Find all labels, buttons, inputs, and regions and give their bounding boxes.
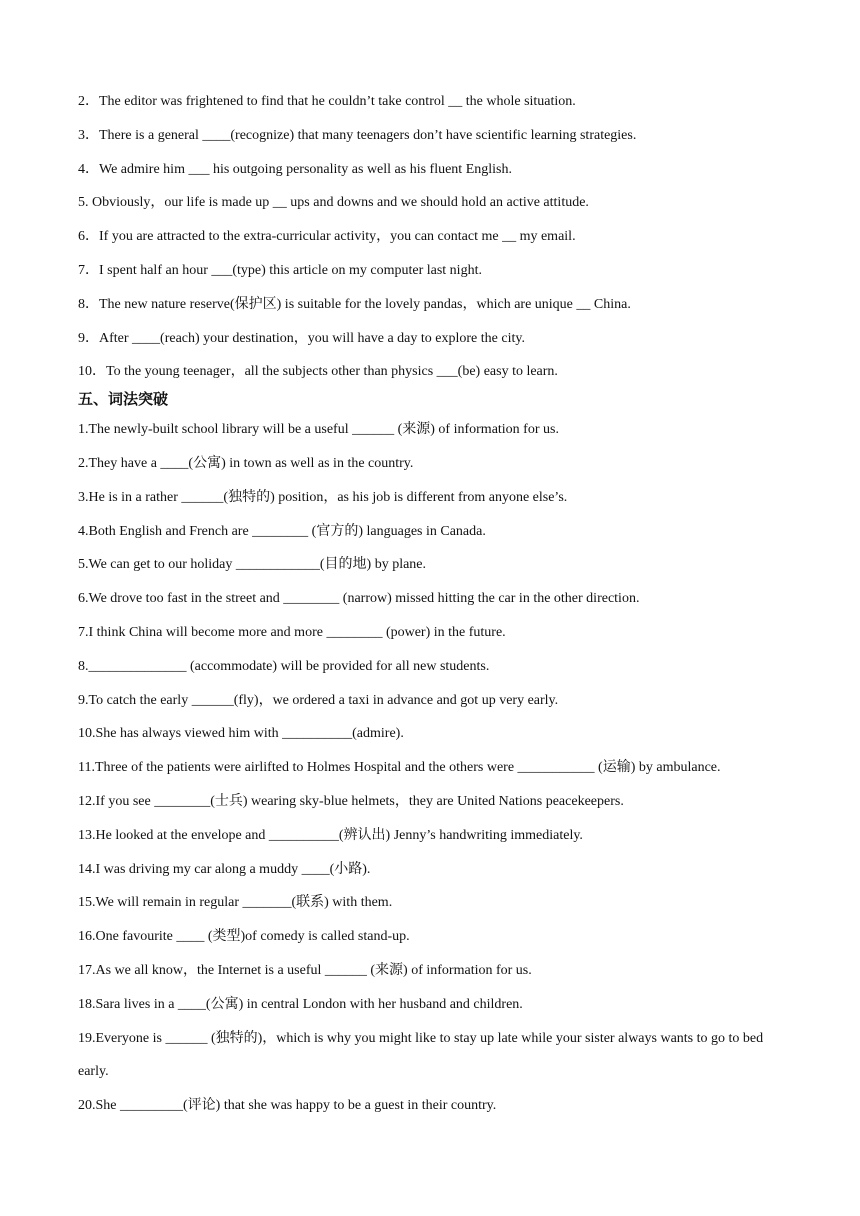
vocab-question-4: 4.Both English and French are ________ (官方的) languages in Canada. — [78, 523, 486, 539]
vocab-question-2: 2.They have a ____(公寓) in town as well as in the country. — [78, 455, 414, 471]
vocab-question-14: 14.I was driving my car along a muddy ____(小路). — [78, 861, 371, 877]
question-5: 5. Obviously，our life is made up __ ups and downs and we should hold an active attitude. — [78, 195, 589, 211]
worksheet-page — [78, 85, 790, 1123]
vocab-question-19: 19.Everyone is ______ (独特的)，which is why you might like to stay up late while your sister always wants to go to bed early. — [78, 1030, 764, 1080]
vocab-question-6: 6.We drove too fast in the street and ________ (narrow) missed hitting the car in the other direction. — [78, 591, 640, 607]
question-4: 4．We admire him ___ his outgoing personality as well as his fluent English. — [78, 161, 512, 177]
vocab-question-16: 16.One favourite ____ (类型)of comedy is called stand-up. — [78, 929, 410, 945]
vocab-question-12: 12.If you see ________(士兵) wearing sky-blue helmets，they are United Nations peacekeepers. — [78, 793, 624, 809]
vocab-question-13: 13.He looked at the envelope and __________(辨认出) Jenny’s handwriting immediately. — [78, 827, 583, 843]
section-four-list — [78, 85, 790, 389]
vocab-question-7: 7.I think China will become more and more ________ (power) in the future. — [78, 624, 506, 640]
question-9: 9．After ____(reach) your destination，you will have a day to explore the city. — [78, 330, 525, 346]
vocab-question-15: 15.We will remain in regular _______(联系) with them. — [78, 895, 393, 911]
vocab-question-10: 10.She has always viewed him with __________(admire). — [78, 726, 404, 742]
vocab-question-5: 5.We can get to our holiday ____________(目的地) by plane. — [78, 557, 427, 573]
question-10: 10．To the young teenager，all the subjects other than physics ___(be) easy to learn. — [78, 364, 558, 380]
vocab-question-20: 20.She _________(评论) that she was happy to be a guest in their country. — [78, 1098, 497, 1114]
vocab-question-11: 11.Three of the patients were airlifted to Holmes Hospital and the others were ___________ (运输) by ambulance. — [78, 760, 721, 776]
vocab-question-18: 18.Sara lives in a ____(公寓) in central London with her husband and children. — [78, 996, 523, 1012]
vocab-question-1: 1.The newly-built school library will be a useful ______ (来源) of information for us. — [78, 422, 559, 438]
section-five-heading: 五、词法突破 — [78, 390, 169, 409]
vocab-question-8: 8.______________ (accommodate) will be provided for all new students. — [78, 658, 490, 674]
question-3: 3．There is a general ____(recognize) that many teenagers don’t have scientific learning strategies. — [78, 127, 637, 143]
question-2: 2．The editor was frightened to find that he couldn’t take control __ the whole situation. — [78, 94, 576, 109]
question-8: 8．The new nature reserve(保护区) is suitable for the lovely pandas，which are unique __ China. — [78, 296, 631, 312]
vocab-question-17: 17.As we all know，the Internet is a useful ______ (来源) of information for us. — [78, 962, 532, 978]
question-6: 6．If you are attracted to the extra-curricular activity，you can contact me __ my email. — [78, 229, 576, 245]
vocab-question-9: 9.To catch the early ______(fly)，we ordered a taxi in advance and got up very early. — [78, 692, 559, 708]
question-7: 7．I spent half an hour ___(type) this article on my computer last night. — [78, 262, 482, 278]
vocab-question-3: 3.He is in a rather ______(独特的) position，as his job is different from anyone else’s. — [78, 489, 568, 505]
section-five-list — [78, 413, 790, 1123]
